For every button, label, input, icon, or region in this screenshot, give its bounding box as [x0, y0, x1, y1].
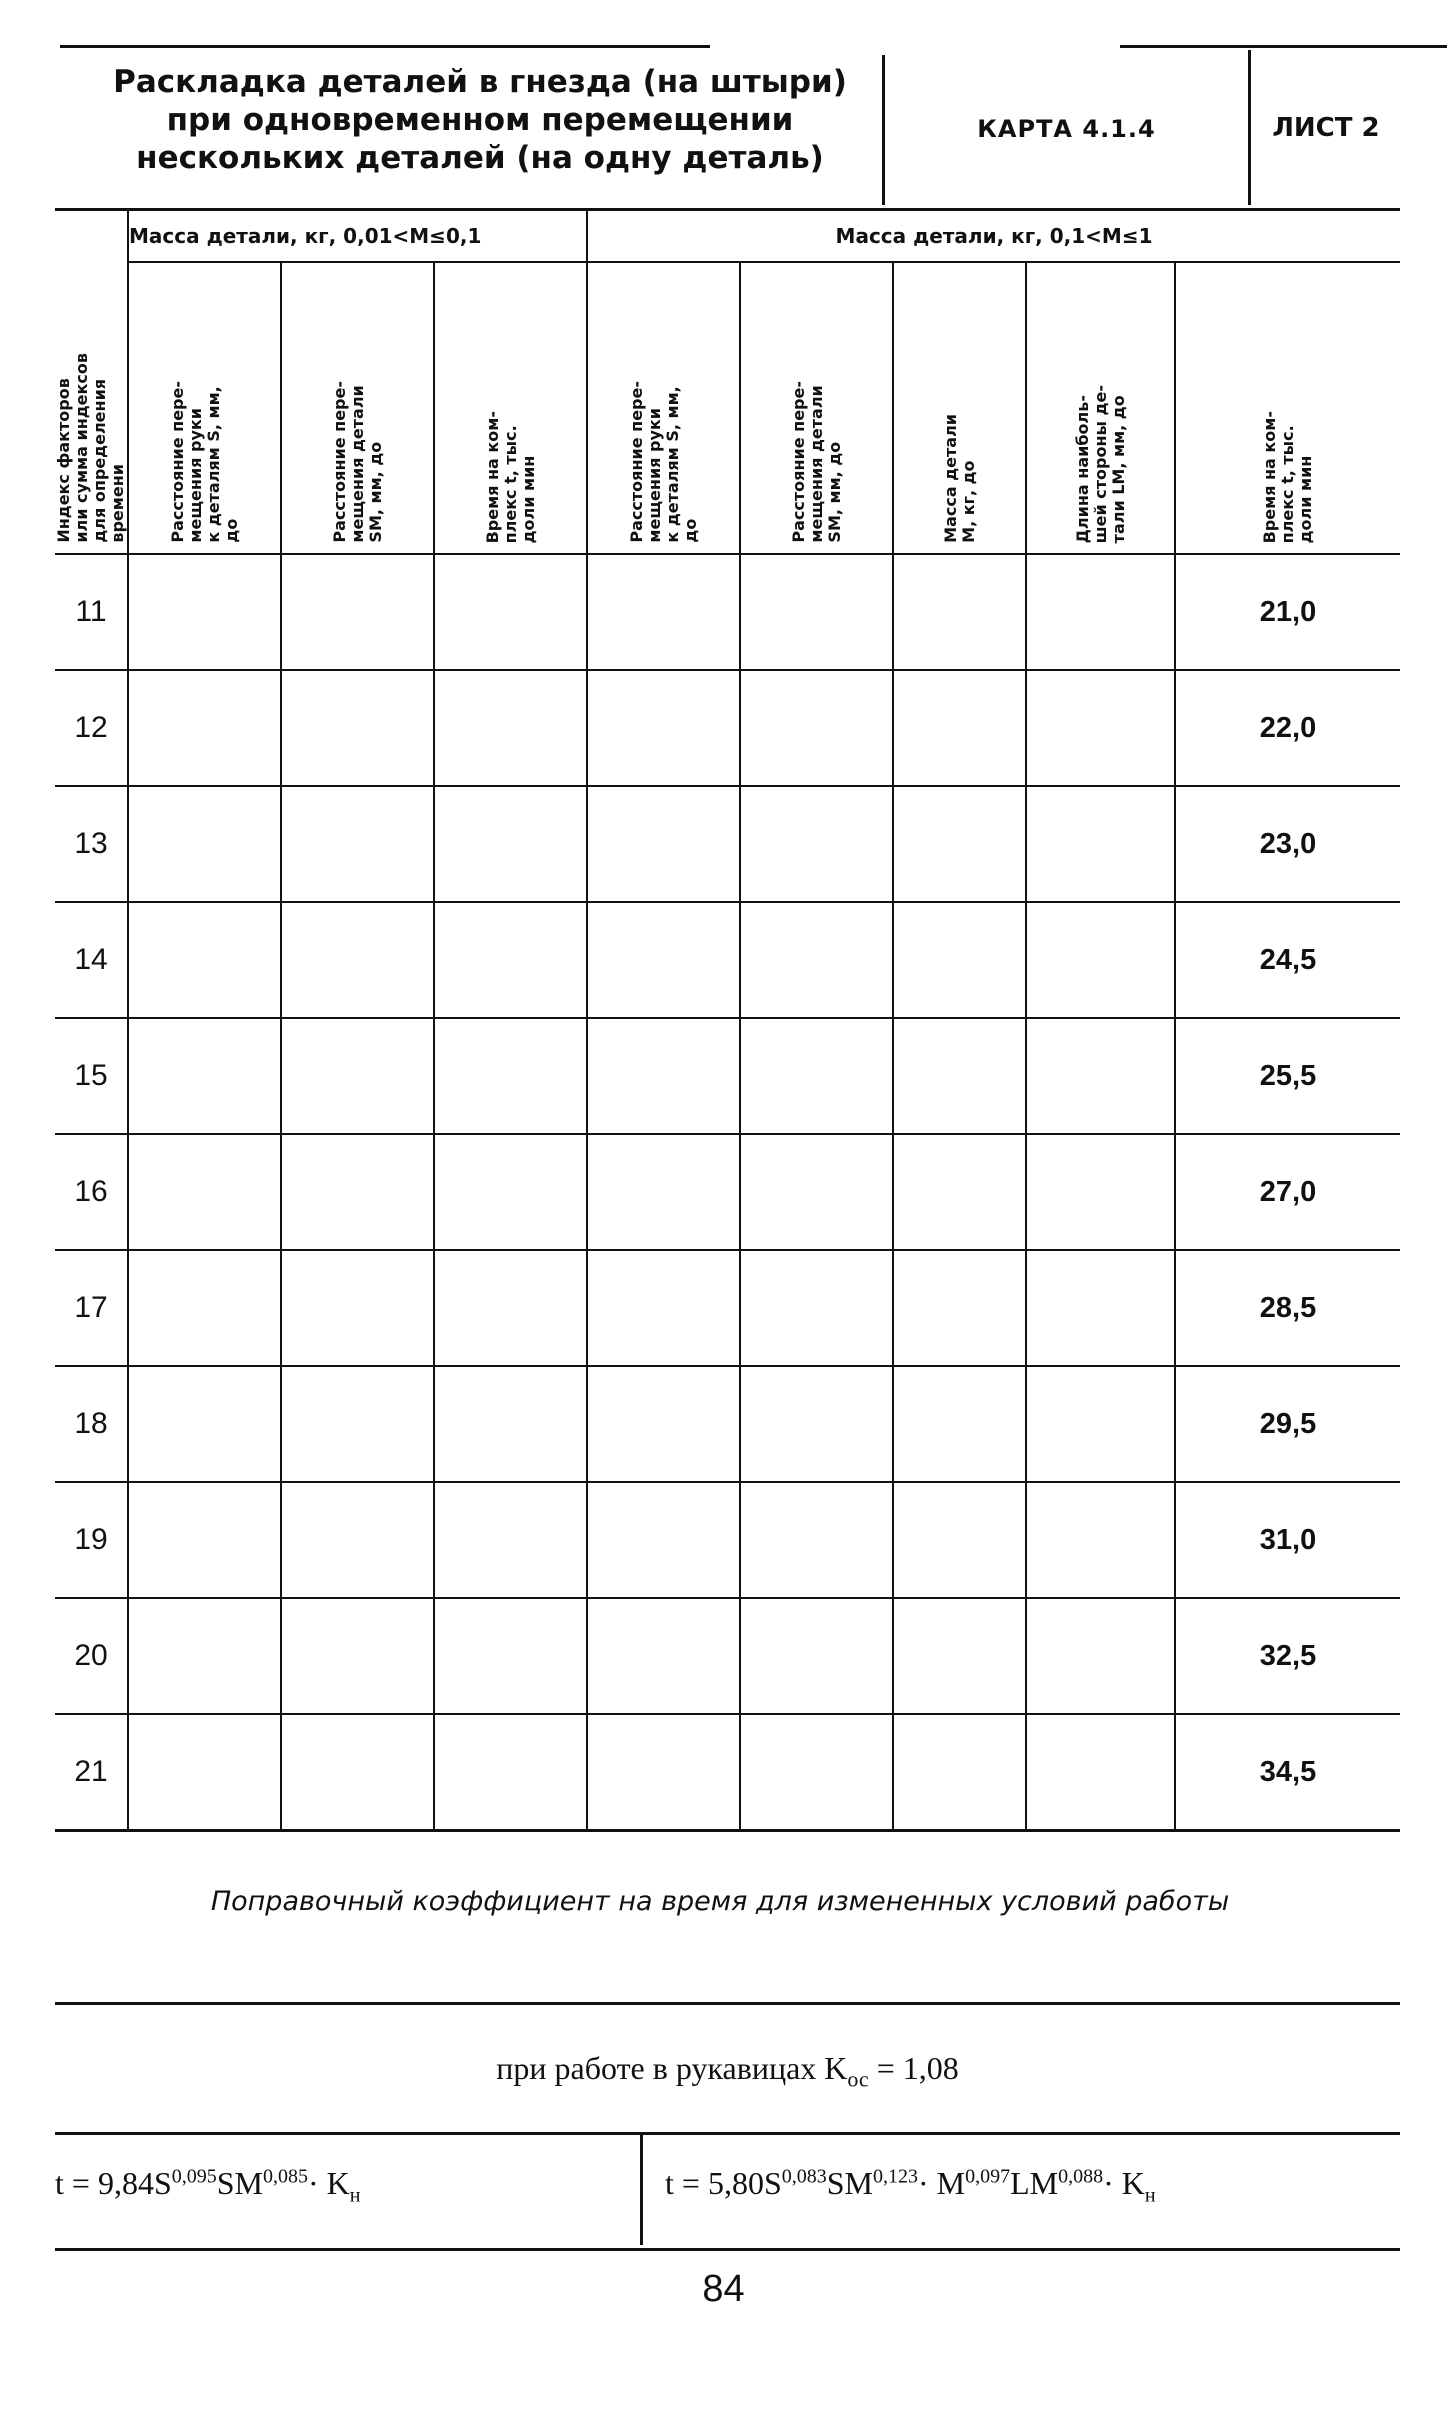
empty-cell [587, 1598, 740, 1714]
gloves-text: при работе в рукавицах [496, 2050, 817, 2086]
empty-cell [128, 1482, 281, 1598]
card-title [80, 63, 880, 177]
row-time: 31,0 [1175, 1482, 1400, 1598]
empty-cell [740, 1714, 893, 1831]
header-t-small [434, 262, 587, 554]
empty-cell [281, 1018, 434, 1134]
page-number: 84 [702, 2268, 745, 2310]
empty-cell [434, 1250, 587, 1366]
row-index: 16 [55, 1134, 128, 1250]
header-sm-large-label: Расстояние пере- мещения детали SM, мм, до [788, 381, 844, 543]
empty-cell [587, 902, 740, 1018]
empty-cell [281, 1714, 434, 1831]
header-rule [60, 45, 710, 48]
formula-exponent: 0,085 [262, 2165, 308, 2188]
empty-cell [281, 1134, 434, 1250]
row-index: 19 [55, 1482, 128, 1598]
empty-cell [587, 1366, 740, 1482]
empty-cell [281, 786, 434, 902]
empty-cell [1026, 902, 1175, 1018]
empty-cell [434, 1018, 587, 1134]
table-row [55, 1366, 1400, 1482]
empty-cell [434, 554, 587, 670]
empty-cell [740, 670, 893, 786]
empty-cell [128, 1134, 281, 1250]
correction-title: Поправочный коэффициент на время для измененных условий работы [210, 1886, 1230, 1917]
table-row [55, 554, 1400, 670]
header-s-large-label: Расстояние пере- мещения руки к деталям S, мм, до [626, 381, 700, 543]
table-row [55, 1598, 1400, 1714]
row-index: 13 [55, 786, 128, 902]
empty-cell [893, 1482, 1026, 1598]
formula-subscript: н [1144, 2184, 1156, 2207]
header-sm-large [740, 262, 893, 554]
empty-cell [587, 1250, 740, 1366]
empty-cell [740, 1598, 893, 1714]
empty-cell [1026, 670, 1175, 786]
row-time: 29,5 [1175, 1366, 1400, 1482]
empty-cell [1026, 1714, 1175, 1831]
empty-cell [281, 1482, 434, 1598]
section-rule [55, 2132, 1400, 2135]
formula-small-mass [55, 2165, 635, 2207]
header-s-small [128, 262, 281, 554]
empty-cell [740, 1250, 893, 1366]
empty-cell [1026, 1598, 1175, 1714]
row-index: 20 [55, 1598, 128, 1714]
row-time: 24,5 [1175, 902, 1400, 1018]
formula-large-mass [665, 2165, 1400, 2207]
sheet-number: ЛИСТ 2 [1272, 113, 1380, 143]
formula-exponent: 0,123 [872, 2165, 918, 2188]
empty-cell [587, 1714, 740, 1831]
empty-cell [434, 670, 587, 786]
empty-cell [587, 1018, 740, 1134]
empty-cell [434, 902, 587, 1018]
empty-cell [893, 554, 1026, 670]
empty-cell [1026, 1482, 1175, 1598]
empty-cell [893, 1134, 1026, 1250]
empty-cell [128, 670, 281, 786]
table-row [55, 1250, 1400, 1366]
header-t-small-label: Время на ком- плекс t, тыс. доли мин [482, 410, 538, 543]
header-lm-large-label: Длина наиболь- шей стороны де- тали LM, мм, до [1072, 384, 1128, 543]
empty-cell [893, 1598, 1026, 1714]
table-row [55, 786, 1400, 902]
title-line: нескольких деталей (на одну деталь) [136, 140, 824, 176]
header-s-large [587, 262, 740, 554]
empty-cell [587, 554, 740, 670]
empty-cell [740, 1482, 893, 1598]
title-line: при одновременном перемещении [166, 102, 794, 138]
empty-cell [893, 1366, 1026, 1482]
empty-cell [128, 786, 281, 902]
empty-cell [1026, 1018, 1175, 1134]
time-norm-table [55, 208, 1400, 1832]
row-index: 12 [55, 670, 128, 786]
empty-cell [740, 1366, 893, 1482]
empty-cell [740, 554, 893, 670]
header-m-large [893, 262, 1026, 554]
empty-cell [740, 786, 893, 902]
empty-cell [128, 1366, 281, 1482]
gloves-coef-value: = 1,08 [876, 2050, 959, 2086]
formula-exponent: 0,097 [965, 2165, 1011, 2188]
table-row [55, 1018, 1400, 1134]
table-row [55, 1714, 1400, 1831]
formula-part: SM [216, 2165, 263, 2201]
empty-cell [1026, 554, 1175, 670]
formula-part: LM [1010, 2165, 1059, 2201]
formula-divider [640, 2135, 643, 2245]
empty-cell [128, 1598, 281, 1714]
formula-part: SM [826, 2165, 873, 2201]
row-index: 15 [55, 1018, 128, 1134]
empty-cell [128, 1250, 281, 1366]
row-time: 27,0 [1175, 1134, 1400, 1250]
row-time: 34,5 [1175, 1714, 1400, 1831]
empty-cell [740, 1134, 893, 1250]
row-time: 28,5 [1175, 1250, 1400, 1366]
empty-cell [434, 786, 587, 902]
empty-cell [1026, 786, 1175, 902]
empty-cell [281, 670, 434, 786]
group-header-large-mass: Масса детали, кг, 0,1<M≤1 [587, 210, 1400, 263]
row-index: 21 [55, 1714, 128, 1831]
table-row [55, 902, 1400, 1018]
empty-cell [281, 1366, 434, 1482]
header-m-large-label: Масса детали M, кг, до [940, 414, 978, 543]
section-rule [55, 2248, 1400, 2251]
empty-cell [893, 1250, 1026, 1366]
formula-part: · M [917, 2165, 966, 2201]
header-s-small-label: Расстояние пере- мещения руки к деталям S, мм, до [167, 381, 241, 543]
empty-cell [281, 1250, 434, 1366]
empty-cell [893, 670, 1026, 786]
empty-cell [893, 1714, 1026, 1831]
row-time: 21,0 [1175, 554, 1400, 670]
empty-cell [434, 1598, 587, 1714]
section-rule [55, 2002, 1400, 2005]
empty-cell [893, 902, 1026, 1018]
row-index: 11 [55, 554, 128, 670]
empty-cell [128, 1018, 281, 1134]
row-index: 17 [55, 1250, 128, 1366]
table-row [55, 1134, 1400, 1250]
empty-cell [587, 670, 740, 786]
formula-subscript: н [349, 2184, 361, 2207]
empty-cell [893, 1018, 1026, 1134]
title-line: Раскладка деталей в гнезда (на штыри) [113, 64, 847, 100]
empty-cell [434, 1134, 587, 1250]
header-index-label: Индекс факторов или сумма индексов для определения времени [54, 353, 127, 543]
formula-part: t = 5,80S [665, 2165, 782, 2201]
empty-cell [893, 786, 1026, 902]
empty-cell [1026, 1250, 1175, 1366]
row-time: 23,0 [1175, 786, 1400, 902]
empty-cell [128, 1714, 281, 1831]
header-index [55, 210, 128, 555]
empty-cell [587, 1482, 740, 1598]
header-lm-large [1026, 262, 1175, 554]
header-rule [1120, 45, 1447, 48]
table-row [55, 1482, 1400, 1598]
empty-cell [1026, 1134, 1175, 1250]
gloves-coef-sub: ос [847, 2066, 869, 2092]
gloves-coef-symbol: K [824, 2050, 848, 2086]
card-number: КАРТА 4.1.4 [977, 115, 1156, 143]
header-t-large-label: Время на ком- плекс t, тыс. доли мин [1260, 410, 1316, 543]
row-time: 32,5 [1175, 1598, 1400, 1714]
card-header [60, 45, 1400, 210]
row-index: 14 [55, 902, 128, 1018]
header-sm-small-label: Расстояние пере- мещения детали SM, мм, до [329, 381, 385, 543]
empty-cell [281, 554, 434, 670]
empty-cell [281, 1598, 434, 1714]
row-time: 22,0 [1175, 670, 1400, 786]
empty-cell [587, 786, 740, 902]
empty-cell [587, 1134, 740, 1250]
formula-part: · K [307, 2165, 350, 2201]
gloves-coefficient [55, 2050, 1400, 2092]
empty-cell [740, 1018, 893, 1134]
header-sm-small [281, 262, 434, 554]
empty-cell [128, 902, 281, 1018]
row-index: 18 [55, 1366, 128, 1482]
empty-cell [434, 1366, 587, 1482]
formula-part: t = 9,84S [55, 2165, 172, 2201]
row-time: 25,5 [1175, 1018, 1400, 1134]
empty-cell [434, 1714, 587, 1831]
formula-exponent: 0,095 [171, 2165, 217, 2188]
table-row [55, 670, 1400, 786]
empty-cell [1026, 1366, 1175, 1482]
formula-exponent: 0,083 [781, 2165, 827, 2188]
header-t-large [1175, 262, 1400, 554]
group-header-small-mass: Масса детали, кг, 0,01<M≤0,1 [128, 210, 587, 263]
empty-cell [281, 902, 434, 1018]
formula-exponent: 0,088 [1058, 2165, 1104, 2188]
empty-cell [740, 902, 893, 1018]
formula-part: · K [1103, 2165, 1145, 2201]
empty-cell [128, 554, 281, 670]
empty-cell [434, 1482, 587, 1598]
